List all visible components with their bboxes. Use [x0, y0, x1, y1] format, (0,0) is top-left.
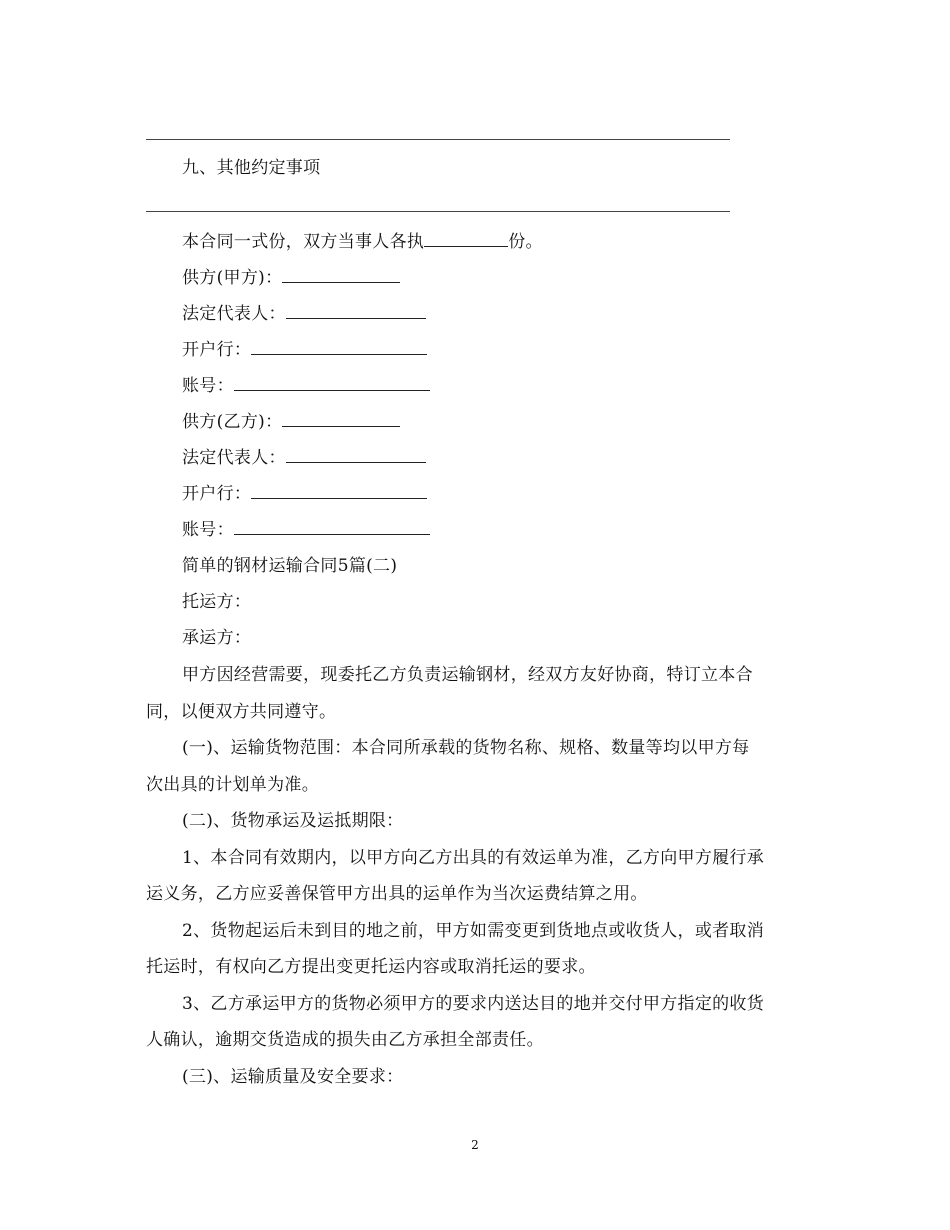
clause-two-heading: (二)、货物承运及运抵期限： [182, 811, 404, 831]
party-a-supplier-label: 供方(甲方)： [182, 268, 283, 288]
party-b-bank-label: 开户行： [182, 484, 252, 504]
copies-prefix: 本合同一式份，双方当事人各执 [182, 232, 425, 252]
party-a-bank-label: 开户行： [182, 340, 252, 360]
party-a-supplier [146, 267, 842, 288]
party-b-legal-rep-blank [286, 447, 426, 463]
party-b-bank-blank [251, 483, 427, 499]
item-three-line2: 人确认，逾期交货造成的损失由乙方承担全部责任。 [146, 1030, 544, 1050]
item-three-line1: 3、乙方承运甲方的货物必须甲方的要求内送达目的地并交付甲方指定的收货 [182, 994, 765, 1014]
party-b-account-label: 账号： [182, 520, 234, 540]
item-two-line2: 托运时，有权向乙方提出变更托运内容或取消托运的要求。 [146, 957, 596, 977]
party-a-account-blank [234, 375, 430, 391]
party-a-account [146, 375, 842, 396]
divider-line-bottom [146, 211, 730, 212]
consignor-label: 托运方： [182, 592, 252, 612]
copies-blank [424, 231, 508, 247]
contract-two-title: 简单的钢材运输合同5篇(二) [182, 556, 398, 576]
party-b-account [146, 519, 842, 540]
party-a-legal-rep [146, 303, 842, 324]
item-two-line1: 2、货物起运后未到目的地之前，甲方如需变更到货地点或收货人，或者取消 [182, 921, 765, 941]
party-a-supplier-blank [282, 267, 400, 283]
item-one-line1: 1、本合同有效期内，以甲方向乙方出具的有效运单为准，乙方向甲方履行承 [182, 848, 765, 868]
copies-suffix: 份。 [508, 232, 543, 252]
party-a-account-label: 账号： [182, 376, 234, 396]
clause-one-line1: (一)、运输货物范围：本合同所承载的货物名称、规格、数量等均以甲方每 [182, 738, 750, 758]
page-number: 2 [471, 1138, 479, 1152]
clause-three-heading: (三)、运输质量及安全要求： [182, 1067, 404, 1087]
item-one-line2: 运义务，乙方应妥善保管甲方出具的运单作为当次运费结算之用。 [146, 884, 648, 904]
party-b-supplier [146, 411, 842, 432]
party-a-legal-rep-blank [286, 303, 426, 319]
carrier-label: 承运方： [182, 628, 252, 648]
party-b-bank [146, 483, 842, 504]
party-a-bank [146, 339, 842, 360]
party-b-account-blank [234, 519, 430, 535]
clause-one-line2: 次出具的计划单为准。 [146, 775, 319, 795]
divider-line-top [146, 139, 730, 140]
copies-clause [146, 231, 842, 252]
party-b-supplier-label: 供方(乙方)： [182, 412, 283, 432]
party-b-supplier-blank [282, 411, 400, 427]
intro-paragraph-line1: 甲方因经营需要，现委托乙方负责运输钢材，经双方友好协商，特订立本合 [182, 665, 753, 685]
party-a-legal-rep-label: 法定代表人： [182, 304, 286, 324]
party-b-legal-rep [146, 447, 842, 468]
party-a-bank-blank [251, 339, 427, 355]
party-b-legal-rep-label: 法定代表人： [182, 448, 286, 468]
section-nine-heading: 九、其他约定事项 [182, 158, 321, 178]
intro-paragraph-line2: 同，以便双方共同遵守。 [146, 702, 337, 722]
